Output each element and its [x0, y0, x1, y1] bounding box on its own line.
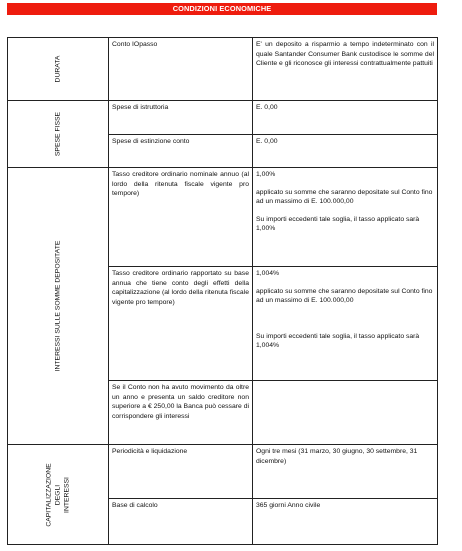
row-label: Base di calcolo	[109, 499, 253, 545]
rate-value: 1,00%	[256, 171, 276, 178]
category-capitalizzazione	[8, 445, 109, 545]
row-label: Periodicità e liquidazione	[109, 445, 253, 499]
category-durata	[8, 38, 109, 101]
category-label: INTERESSI SULLE SOMME DEPOSITATE	[54, 240, 62, 372]
section-header: CONDIZIONI ECONOMICHE	[7, 3, 437, 15]
row-value	[253, 267, 438, 381]
conditions-table	[7, 37, 438, 545]
table-row	[8, 168, 438, 267]
row-value: E. 0,00	[253, 101, 438, 135]
category-spese-fisse	[8, 101, 109, 168]
row-value	[253, 381, 438, 445]
table-row	[8, 101, 438, 135]
category-label: CAPITALIZZAZIONE DEGLI INTERESSI	[45, 462, 71, 527]
rate-applied-text: applicato su somme che saranno depositate sul Conto fino ad un massimo di E. 100.000,00	[256, 287, 433, 305]
row-value: E. 0,00	[253, 135, 438, 168]
row-label: Spese di estinzione conto	[109, 135, 253, 168]
category-label: DURATA	[54, 55, 62, 83]
category-label: SPESE FISSE	[54, 111, 62, 157]
row-label: Spese di istruttoria	[109, 101, 253, 135]
row-label: Se il Conto non ha avuto movimento da oltre un anno e presenta un saldo creditore non superiore a € 250,00 la Banca può cessare di corrispondere gli interessi	[109, 381, 253, 445]
table-row	[8, 38, 438, 101]
category-interessi	[8, 168, 109, 445]
rate-excess-text: Su importi eccedenti tale soglia, il tasso applicato sarà 1,004%	[256, 332, 420, 350]
row-value: Ogni tre mesi (31 marzo, 30 giugno, 30 settembre, 31 dicembre)	[253, 445, 438, 499]
rate-value: 1,004%	[256, 270, 280, 277]
row-label: Conto IOpasso	[109, 38, 253, 101]
row-value	[253, 168, 438, 267]
row-value: E' un deposito a risparmio a tempo indeterminato con il quale Santander Consumer Bank custodisce le somme del Cliente e gli riconosce gli interessi contrattualmente pattuiti	[253, 38, 438, 101]
row-value: 365 giorni Anno civile	[253, 499, 438, 545]
row-label: Tasso creditore ordinario nominale annuo (al lordo della ritenuta fiscale vigente pro tempore)	[109, 168, 253, 267]
table-row	[8, 445, 438, 499]
row-label: Tasso creditore ordinario rapportato su base annua che tiene conto degli effetti della capitalizzazione (al lordo della ritenuta fiscale vigente pro tempore)	[109, 267, 253, 381]
rate-applied-text: applicato su somme che saranno depositate sul Conto fino ad un massimo di E. 100.000,00	[256, 188, 433, 206]
rate-excess-text: Su importi eccedenti tale soglia, il tasso applicato sarà 1,00%	[256, 215, 420, 233]
